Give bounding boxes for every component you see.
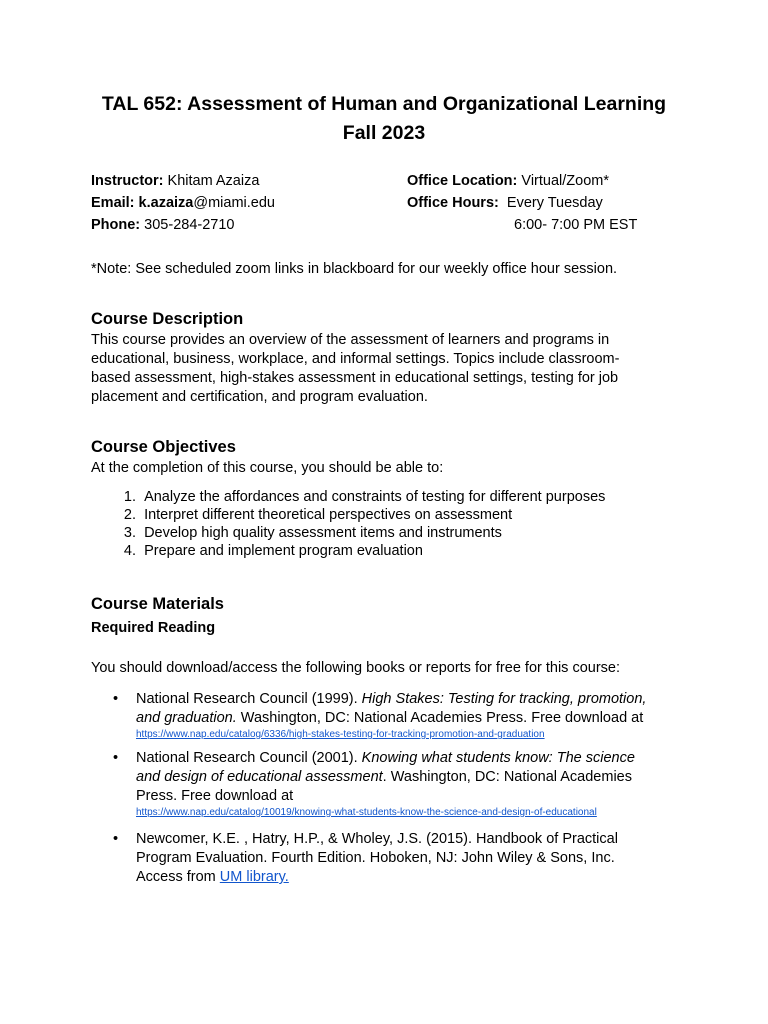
- office-hours-label: Office Hours:: [407, 195, 499, 211]
- reference-text: [136, 830, 696, 887]
- reference-url-link[interactable]: https://www.nap.edu/catalog/6336/high-stakes-testing-for-tracking-promotion-and-graduation: [136, 729, 545, 740]
- course-objectives-intro: At the completion of this course, you should be able to:: [91, 460, 444, 476]
- phone-row: [91, 214, 275, 236]
- course-materials-heading: Course Materials: [91, 595, 224, 613]
- reference-publisher: Program Evaluation. Fourth Edition. Hoboken, NJ: John Wiley & Sons, Inc.: [136, 850, 615, 866]
- office-hour-note: *Note: See scheduled zoom links in blackboard for our weekly office hour session.: [91, 261, 618, 277]
- reference-text: [136, 749, 696, 820]
- reference-title: and design of educational assessment: [136, 769, 383, 785]
- reference-access: Access from: [136, 869, 220, 885]
- course-description-line: based assessment, high-stakes assessment in educational settings, testing for job: [91, 370, 619, 386]
- objective-text: Interpret different theoretical perspectives on assessment: [144, 507, 513, 523]
- phone-number: 305-284-2710: [140, 217, 235, 233]
- reference-url-link[interactable]: https://www.nap.edu/catalog/10019/knowing-what-students-know-the-science-and-design-of-educational: [136, 807, 597, 818]
- objective-number: 3.: [123, 525, 136, 541]
- instructor-name: Khitam Azaiza: [163, 173, 260, 189]
- bullet-icon: •: [113, 691, 119, 707]
- objective-number: 1.: [123, 489, 136, 505]
- email-user: k.azaiza: [134, 195, 194, 211]
- objective-item: [91, 524, 605, 542]
- reference-author: Newcomer, K.E. , Hatry, H.P., & Wholey, J.S. (2015). Handbook of Practical: [136, 831, 618, 847]
- um-library-link[interactable]: UM library.: [219, 869, 289, 885]
- reference-publisher: . Washington, DC: National Academies: [382, 769, 632, 785]
- reference-download: Press. Free download at: [136, 788, 294, 804]
- course-description-line: placement and certification, and program evaluation.: [91, 389, 428, 405]
- office-hours-row: [407, 192, 637, 214]
- instructor-info: [91, 170, 275, 236]
- course-description-text: [91, 331, 671, 407]
- instructor-row: [91, 170, 275, 192]
- email-domain: @miami.edu: [193, 195, 275, 211]
- required-reading-heading: Required Reading: [91, 620, 216, 636]
- objective-item: [91, 488, 605, 506]
- bullet-icon: •: [113, 831, 119, 847]
- office-location-value: Virtual/Zoom*: [517, 173, 609, 189]
- office-location-label: Office Location:: [407, 173, 518, 189]
- materials-intro: You should download/access the following books or reports for free for this course:: [91, 660, 621, 676]
- email-row: [91, 192, 275, 214]
- phone-label: Phone:: [91, 217, 141, 233]
- course-description-line: This course provides an overview of the assessment of learners and programs in: [91, 332, 610, 348]
- document-title: [60, 90, 708, 148]
- objective-number: 4.: [123, 543, 136, 559]
- office-hours-time: 6:00- 7:00 PM EST: [514, 217, 638, 233]
- title-line-term: Fall 2023: [342, 122, 426, 144]
- reference-author: National Research Council (2001).: [136, 750, 362, 766]
- objective-text: Develop high quality assessment items and instruments: [144, 525, 502, 541]
- reference-publisher: Washington, DC: National Academies Press. Free download at: [236, 710, 644, 726]
- office-info: [407, 170, 637, 236]
- course-description-line: educational, business, workplace, and informal settings. Topics include classroom-: [91, 351, 620, 367]
- reference-text: [136, 690, 696, 742]
- objective-item: [91, 506, 605, 524]
- objective-item: [91, 542, 605, 560]
- bullet-icon: •: [113, 750, 119, 766]
- objective-number: 2.: [123, 507, 136, 523]
- course-objectives-heading: Course Objectives: [91, 438, 236, 456]
- title-line-course: TAL 652: Assessment of Human and Organizational Learning: [101, 93, 667, 115]
- reference-author: National Research Council (1999).: [136, 691, 362, 707]
- office-location-row: [407, 170, 637, 192]
- reference-title: Knowing what students know: The science: [361, 750, 635, 766]
- office-hours-day: Every Tuesday: [498, 195, 603, 211]
- reference-title: High Stakes: Testing for tracking, promotion,: [361, 691, 647, 707]
- reference-title: and graduation.: [136, 710, 237, 726]
- email-label: Email:: [91, 195, 135, 211]
- instructor-label: Instructor:: [91, 173, 164, 189]
- objective-text: Prepare and implement program evaluation: [144, 543, 423, 559]
- objectives-list: [91, 488, 605, 560]
- objective-text: Analyze the affordances and constraints of testing for different purposes: [144, 489, 606, 505]
- course-description-heading: Course Description: [91, 310, 244, 328]
